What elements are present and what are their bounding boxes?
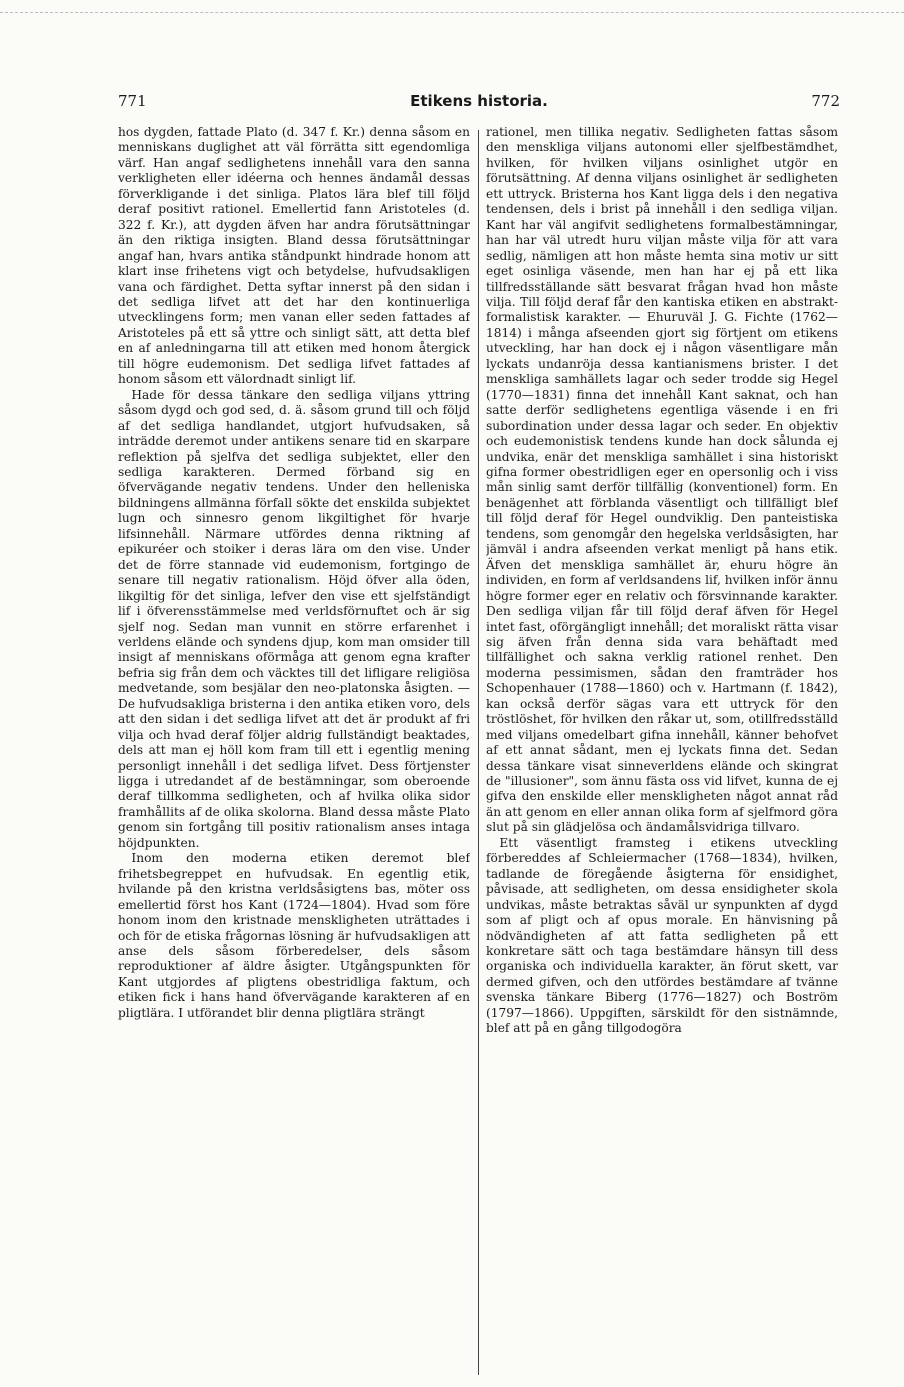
scan-top-border [0, 12, 904, 13]
page-header [118, 92, 840, 114]
page-number-left: 771 [118, 92, 147, 110]
paragraph: Ett väsentligt framsteg i etikens utveckling förbereddes af Schleiermacher (1768—1834), hvilken, tadlande de föregående åsigterna för ensidighet, påvisade, att sedligheten, om dessa ensidigheter skola undvikas, måste betraktas såväl ur synpunkten af dygd som af pligt och af opus morale. En hänvisning på nödvändigheten af att fatta sedligheten på ett konkretare sätt och taga bestämdare hänsyn till dess organiska och individuella karakter, än förut skett, var dermed gifven, och den utfördes bestämdare af tvänne svenska tänkare Biberg (1776—1827) och Boström (1797—1866). Uppgiften, särskildt för den sistnämnde, blef att på en gång tillgodogöra [486, 835, 838, 1036]
paragraph: hos dygden, fattade Plato (d. 347 f. Kr.) denna såsom en menniskans duglighet att väl förrätta sitt egendomliga värf. Han angaf sedlighetens innehåll vara den sanna verkligheten eller idéerna och hennes ändamål dessas förverkligande i det sinliga. Platos lära blef till följd deraf positivt rationel. Emellertid fann Aristoteles (d. 322 f. Kr.), att dygden äfven har andra förutsättningar än den riktiga insigten. Bland dessa förutsättningar angaf han, hvars antika ståndpunkt hindrade honom att klart inse frihetens vigt och betydelse, hufvudsakligen vana och färdighet. Detta syftar innerst på den sidan i det sedliga lifvet att det har den kontinuerliga utvecklingens form; men vanan eller seden fattades af Aristoteles på ett så yttre och sinligt sätt, att detta blef en af anledningarna till att etiken med honom återgick till högre eudemonism. Det sedliga lifvet fattades af honom såsom ett välordnadt sinligt lif. [118, 125, 470, 387]
right-column [486, 125, 838, 1375]
running-title: Etikens historia. [410, 92, 548, 110]
paragraph: rationel, men tillika negativ. Sedligheten fattas såsom den menskliga viljans autonomi eller sjelfbestämdhet, hvilken, för hvilken viljans osinlighet utgör en förutsättning. Af denna viljans osinlighet är sedligheten ett uttryck. Bristerna hos Kant ligga dels i den negativa tendensen, dels i brist på innehåll i den sedliga viljan. Kant har väl angifvit sedlighetens formalbestämningar, han har väl utredt huru viljan måste vilja för att vara sedlig, nämligen att hon måste hemta sina motiv ur sitt eget osinliga väsende, men han har ej på ett lika tillfredsställande sätt besvarat frågan hvad hon måste vilja. Till följd deraf får den kantiska etiken en abstrakt-formalistisk karakter. — Ehuruväl J. G. Fichte (1762—1814) i många afseenden gjort sig förtjent om etikens utveckling, har han dock ej i någon väsentligare mån lyckats undanröja dessa kantianismens brister. I det menskliga samhällets lagar och seder trodde sig Hegel (1770—1831) finna det innehåll Kant saknat, och han satte derför sedlighetens egentliga väsende i en fri subordination under dessa lagar och seder. En objektiv och eudemonistisk tendens kunde han dock sålunda ej undvika, enär det menskliga samhället i sina historiskt gifna former obestridligen eger en opersonlig och i viss mån sinlig samt derför tillfällig (konventionel) form. En benägenhet att förblanda väsentligt och tillfälligt blef till följd deraf för Hegel oundviklig. Den panteistiska tendens, som genomgår den hegelska verldsåsigten, har jämväl i andra afseenden verkat menligt på hans etik. Äfven det menskliga samhället är, ehuru högre än individen, en form af verldsandens lif, hvilken inför ännu högre former eger en relativ och försvinnande karakter. Den sedliga viljan får till följd deraf äfven för Hegel intet fast, oförgängligt innehåll; det moraliskt rätta visar sig äfven från denna sida vara behäftadt med tillfällighet och sakna verklig rationel renhet. Den moderna pessimismen, sådan den framträder hos Schopenhauer (1788—1860) och v. Hartmann (f. 1842), kan också derför sägas vara ett uttryck för den tröstlöshet, för hvilken den råkar ut, som, otillfredsställd med viljans omedelbart gifna innehåll, känner behofvet af ett annat sådant, men ej lyckats finna det. Sedan dessa tänkare visat sinneverldens elände och skingrat de "illusioner", som ännu fästa oss vid lifvet, kunna de ej gifva den enskilde eller menskligheten något annat råd än att genom en eller annan olika form af sjelfmord göra slut på sin glädjelösa och ändamålsvidriga tillvaro. [486, 125, 838, 835]
column-divider [478, 130, 479, 1375]
page-number-right: 772 [811, 92, 840, 110]
paragraph: Hade för dessa tänkare den sedliga viljans yttring såsom dygd och god sed, d. ä. såsom grund till och följd af det sedliga handlandet, utgjort hufvudsaken, så inträdde deremot under antikens senare tid en skarpare reflektion på sjelfva det sedliga subjektet, eller den sedliga karakteren. Dermed förband sig en öfvervägande negativ tendens. Under den helleniska bildningens allmänna förfall sökte det enskilda subjektet lugn och sinnesro genom likgiltighet för hvarje lifsinnehåll. Närmare utfördes denna riktning af epikuréer och stoiker i deras lära om den vise. Under det de förre stannade vid eudemonism, fortgingo de senare till negativ rationalism. Höjd öfver alla öden, likgiltig för det sinliga, lefver den vise ett sjelfständigt lif i öfverensstämmelse med verldsförnuftet och är sig sjelf nog. Sedan man vunnit en större erfarenhet i verldens elände och syndens djup, kom man omsider till insigt af menniskans oförmåga att genom egna krafter befria sig från dem och väcktes till det lifligare religiösa medvetande, som besjälar den neo-platonska åsigten. — De hufvudsakliga bristerna i den antika etiken voro, dels att den sidan i det sedliga lifvet att det är produkt af fri vilja och hvad deraf följer aldrig fullständigt beaktades, dels att man ej höll kom fram till ett i egentlig mening personligt innehåll i det sedliga lifvet. Dess förtjenster ligga i utredandet af de bestämningar, som oberoende deraf tillkomma sedligheten, och af hvilka olika sidor framhållits af de olika skolorna. Bland dessa måste Plato genom sin fortgång till positiv rationalism anses intaga höjdpunkten. [118, 387, 470, 850]
left-column [118, 125, 470, 1375]
paragraph: Inom den moderna etiken deremot blef frihetsbegreppet en hufvudsak. En egentlig etik, hvilande på den kristna verldsåsigtens bas, möter oss emellertid först hos Kant (1724—1804). Hvad som före honom inom den kristnade menskligheten uträttades i och för de etiska frågornas lösning är hufvudsakligen att anse dels såsom förberedelser, dels såsom reproduktioner af äldre åsigter. Utgångspunkten för Kant utgjordes af pligtens obestridliga faktum, och etiken fick i hans hand öfvervägande karakteren af en pligtlära. I utförandet blir denna pligtlära strängt [118, 851, 470, 1020]
